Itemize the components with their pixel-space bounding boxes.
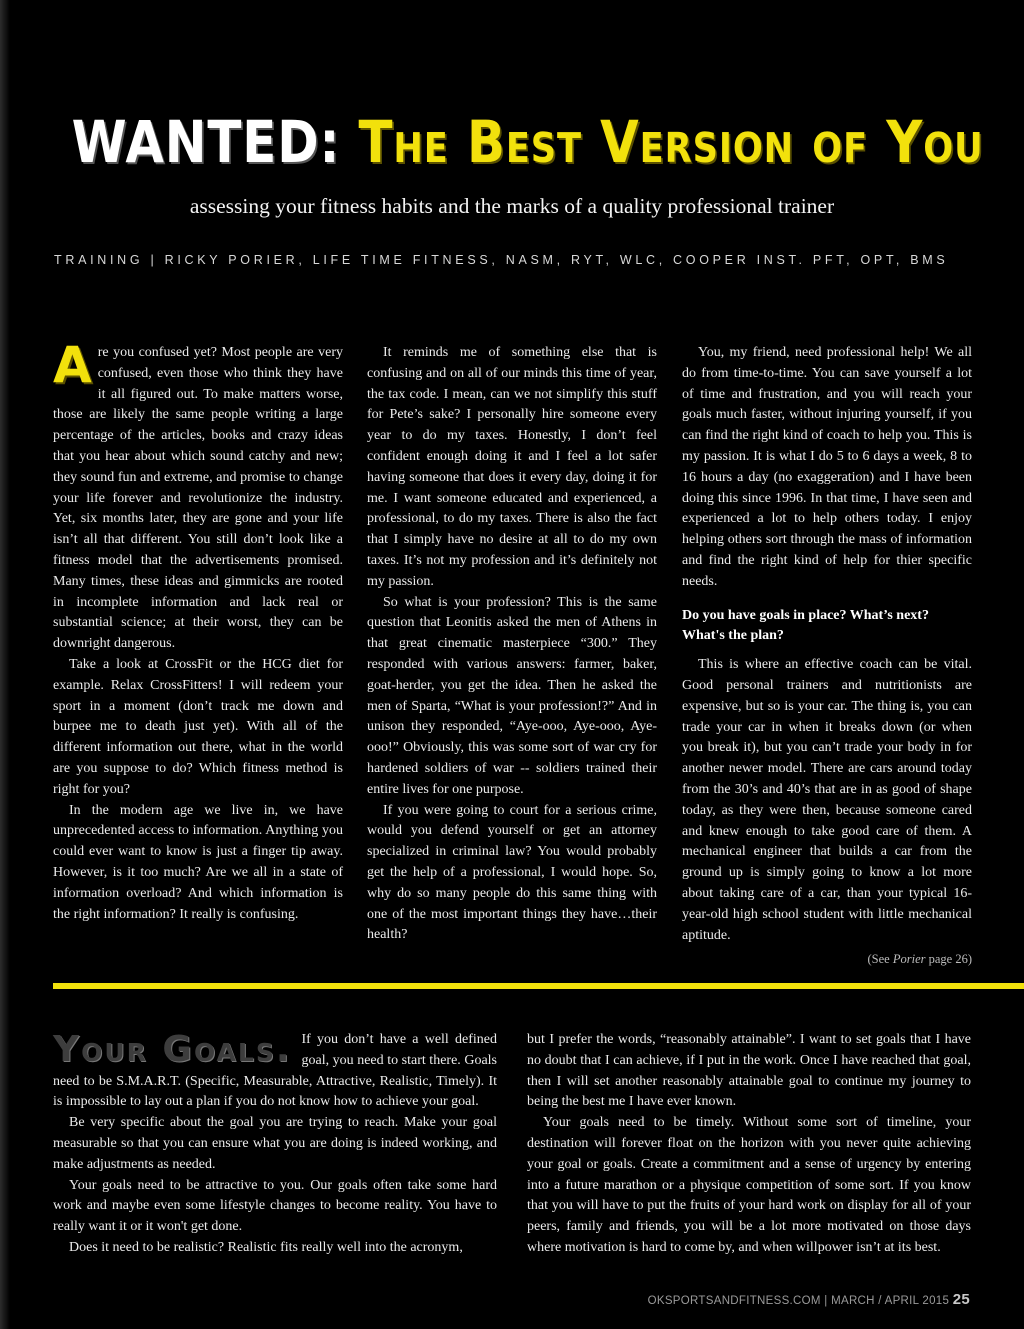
paragraph: Be very specific about the goal you are trying to reach. Make your goal measurable so that you can ensure what you are doing is indeed working, and make adjustments as needed. xyxy=(53,1115,497,1172)
drop-cap: A xyxy=(53,336,92,394)
paragraph: So what is your profession? This is the same question that Leonitis asked the men of Athens in that great cinematic masterpiece “300.” They responded with various answers: farmer, baker, goat-herder, you get the idea. Then he asked the men of Sparta, “What is your profession!?” And in unison they responded, “Aye-ooo, Aye-ooo, Aye-ooo!” Obviously, this was some sort of war cry for hardened soldiers of war -- soldiers trained their entire lives for one purpose. xyxy=(367,594,657,797)
page-footer xyxy=(648,1291,970,1308)
paragraph: but I prefer the words, “reasonably attainable”. I want to set goals that I have no doubt that I can achieve, if I put in the work. Once I have reached that goal, then I will set another reasonably attainable goal to continue my journey to being the best me I have ever known. xyxy=(527,1032,971,1110)
headline-best-version: The Best Version of You xyxy=(358,108,984,176)
continued-note-author: Porier xyxy=(892,952,926,967)
subtitle: assessing your fitness habits and the marks of a quality professional trainer xyxy=(189,194,835,218)
article-column-1 xyxy=(53,336,343,925)
article-column-3 xyxy=(682,343,972,970)
page-number: 25 xyxy=(952,1291,970,1308)
paragraph: Your Goals. If you don’t have a well defined goal, you need to start there. Goals need to be S.M.A.R.T. (Specific, Measurable, Attractive, Realistic, Timely). It is impossible to lay out a plan if you do not know how to achieve your goal. xyxy=(53,1029,497,1110)
paragraph: This is where an effective coach can be vital. Good personal trainers and nutritionists are expensive, but so is your car. The thing is, you can trade your car in when it breaks down (or when you break it), but you can’t trade your body in for another newer model. There are cars around today from the 30’s and 40’s that are in as good of shape today, as they were then, because someone cared and knew enough to take good care of them. A mechanical engineer that builds a car from the ground up is simply going to know a lot more about taking care of a car, than your typical 16-year-old high school student with little mechanical aptitude. xyxy=(682,657,972,943)
footer-issue: MARCH / APRIL 2015 xyxy=(831,1295,950,1307)
paragraph: If you were going to court for a serious crime, would you defend yourself or get an attorney specialized in criminal law? You would probably get the help of a professional, I would hope. So, why do so many people do this same thing with one of the most important things they have…their health? xyxy=(367,802,657,943)
continued-note: (See Porier page 26) xyxy=(867,952,972,967)
goals-heading: Your Goals. xyxy=(53,1029,292,1070)
paragraph: In the modern age we live in, we have unprecedented access to information. Anything you could ever want to know is just a finger tip away. However, is it too much? Are we all in a state of information overload? And which information is the right information? It really is confusing. xyxy=(53,802,343,922)
paragraph: Take a look at CrossFit or the HCG diet for example. Relax CrossFitters! I will redeem your sport in a moment (don’t track me down and burpee me to death just yet). With all of the different information out there, what in the world are you suppose to do? Which fitness method is right for you? xyxy=(53,656,343,797)
headline-wanted: WANTED: xyxy=(71,108,341,176)
goals-column-1 xyxy=(53,1030,497,1259)
paragraph: Your goals need to be attractive to you. Our goals often take some hard work and maybe even some lifestyle changes to become reality. You have to really want it or it won't get done. xyxy=(53,1177,497,1235)
paragraph: Are you confused yet? Most people are very confused, even those who think they have it all figured out. To make matters worse, those are likely the same people writing a large percentage of the articles, books and crazy ideas that you hear about which sound catchy and new; they sound fun and extreme, and promise to change your life forever and revolutionize the industry. Yet, six months later, they are gone and your life isn’t all that different. You still don’t look like a fitness model that the advertisements promised. Many times, these ideas and gimmicks are rooted in incomplete information and lack real or substantial science; at their worst, they can be downright dangerous. xyxy=(53,336,343,652)
byline: TRAINING | RICKY PORIER, LIFE TIME FITNESS, NASM, RYT, WLC, COOPER INST. PFT, OPT, BMS xyxy=(54,253,949,267)
footer-site: OKSPORTSANDFITNESS.COM xyxy=(647,1295,821,1307)
paragraph: Does it need to be realistic? Realistic fits really well into the acronym, xyxy=(69,1239,463,1255)
paragraph: You, my friend, need professional help! We all do from time-to-time. You can save yourself a lot of time and frustration, and you will reach your goals much faster, without injuring yourself, if you can find the right kind of coach to help you. This is my passion. It is what I do 5 to 6 days a week, 8 to 16 hours a day (no exaggeration) and I have been doing this since 1996. In that time, I have seen and experienced a lot to help others today. I enjoy helping others sort through the mass of information and find the right kind of help for thier specific needs. xyxy=(682,345,972,589)
goals-column-2 xyxy=(527,1030,971,1259)
footer-separator: | xyxy=(824,1295,828,1307)
article-columns xyxy=(53,336,973,967)
paragraph: It reminds me of something else that is confusing and on all of our minds this time of year, the tax code. I mean, can we not simplify this stuff for Pete’s sake? I personally hire someone every year to do my taxes. Honestly, I don’t feel confident enough doing it and I feel a lot safer having someone that does it every day, doing it for me. I want someone educated and experienced, a professional, to do my taxes. There is also the fact that I simply have no desire at all to do my own taxes. It’s not my profession and it’s definitely not my passion. xyxy=(367,345,657,589)
paragraph: Your goals need to be timely. Without some sort of timeline, your destination will forever float on the horizon with you never quite achieving your goal or goals. Create a commitment and a sense of urgency by entering into a future marathon or a physique competition of some sort. If you know that you will have to put the fruits of your hard work on display for all of your peers, family and friends, you will be a lot more motivated on those days where motivation is hard to come by, and when willpower isn’t at its best. xyxy=(527,1115,971,1255)
yellow-divider xyxy=(53,983,1024,989)
article-column-2 xyxy=(367,343,657,946)
section-heading: Do you have goals in place? What’s next? What's the plan? xyxy=(682,607,929,644)
headline xyxy=(71,104,984,180)
